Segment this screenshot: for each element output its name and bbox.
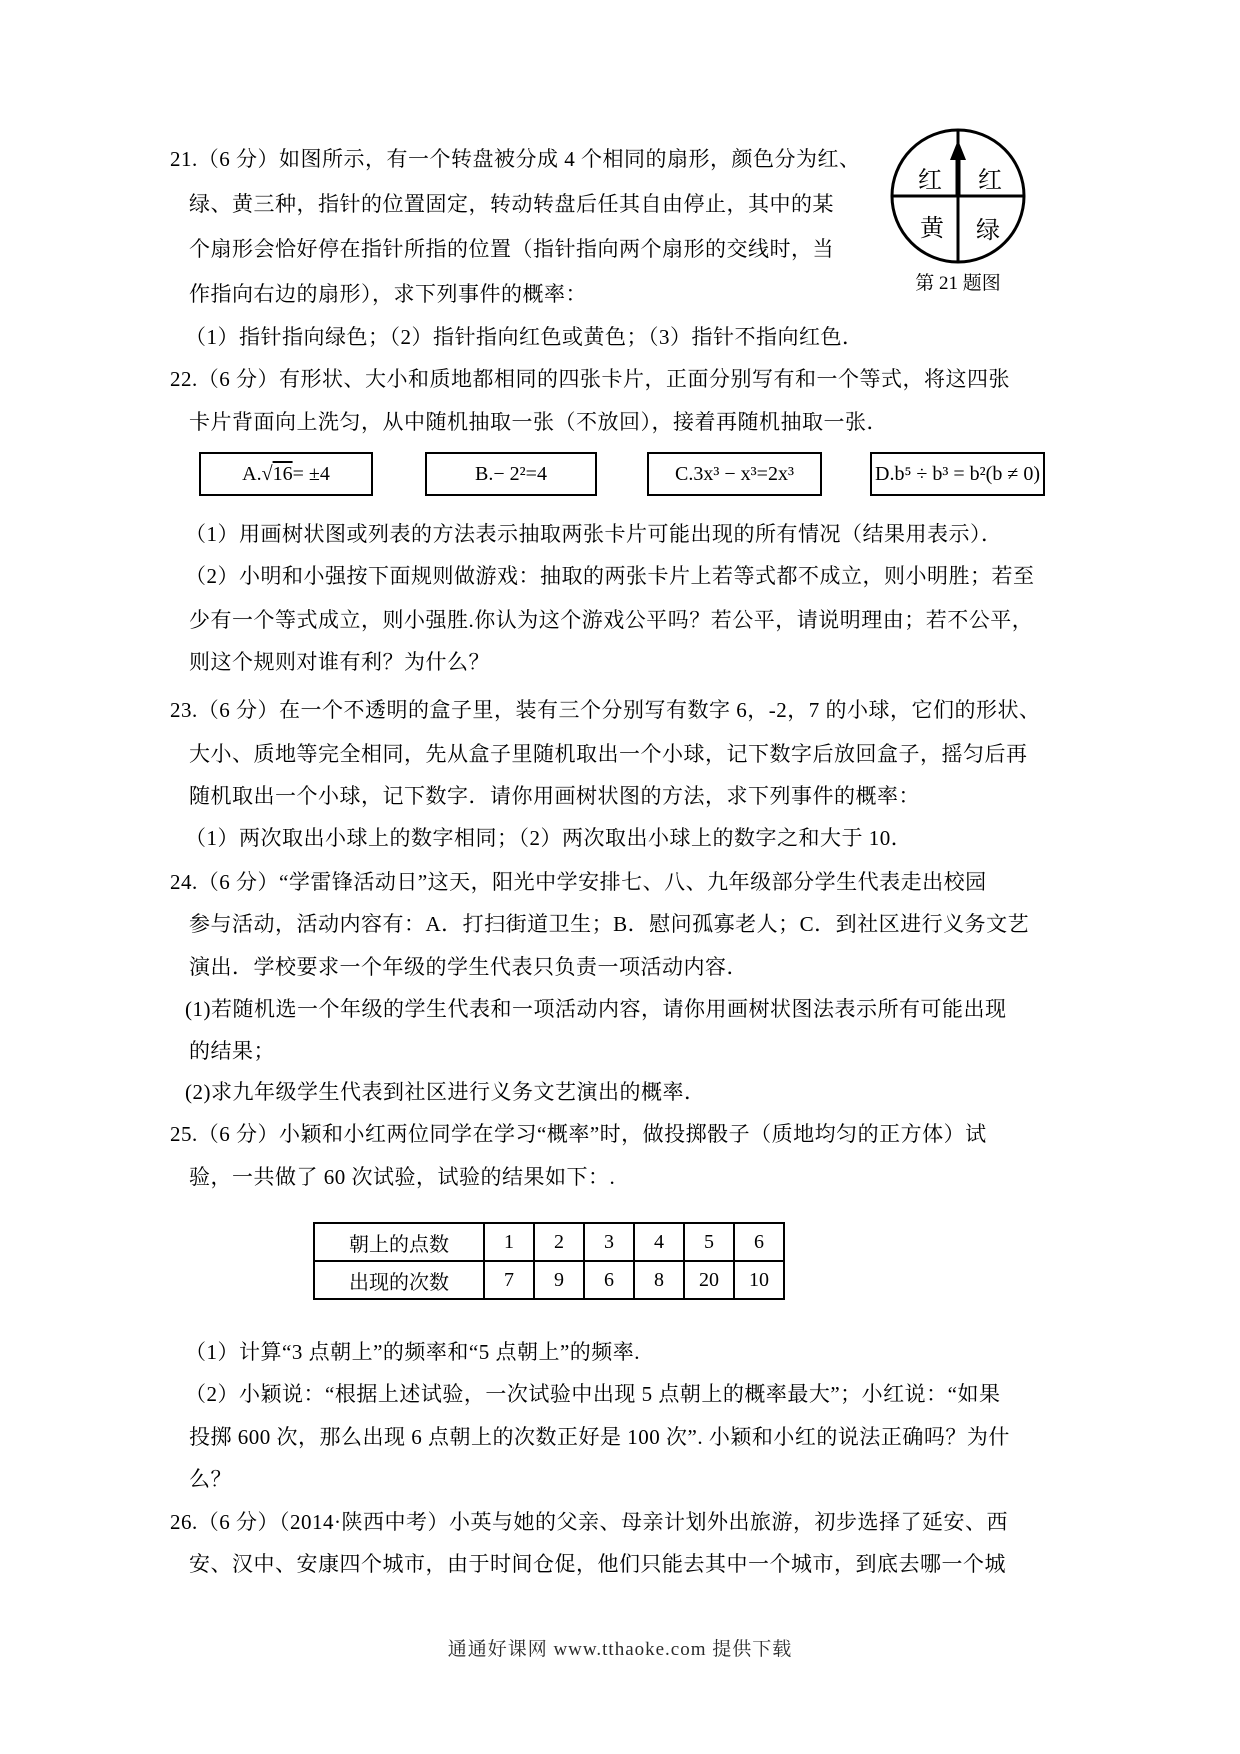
q24-line-1: 24.（6 分）“学雷锋活动日”这天，阳光中学安排七、八、九年级部分学生代表走出校园 [170,870,987,894]
point-value: 6 [734,1223,784,1261]
q22-line-6: 则这个规则对谁有利？为什么？ [189,650,490,674]
count-value: 10 [734,1261,784,1299]
q24-line-5: 的结果； [189,1039,275,1063]
q21-line-5: （1）指针指向绿色；（2）指针指向红色或黄色；（3）指针不指向红色． [185,325,864,349]
point-value: 1 [484,1223,534,1261]
q24-line-2: 参与活动，活动内容有：A．打扫街道卫生；B．慰问孤寡老人；C．到社区进行义务文艺 [189,912,1030,936]
sector-label-yellow: 黄 [920,216,944,242]
point-value: 3 [584,1223,634,1261]
table-row [314,1261,784,1299]
card-a-rest: = ±4 [292,462,330,485]
card-c [647,452,822,496]
q23-line-3: 随机取出一个小球，记下数字．请你用画树状图的方法，求下列事件的概率： [189,784,920,808]
q23-line-2: 大小、质地等完全相同，先从盒子里随机取出一个小球，记下数字后放回盒子，摇匀后再 [189,742,1028,766]
q25-line-3: （1）计算“3 点朝上”的频率和“5 点朝上”的频率. [185,1340,641,1364]
q22-line-2: 卡片背面向上洗匀，从中随机抽取一张（不放回），接着再随机抽取一张． [189,410,888,434]
count-value: 7 [484,1261,534,1299]
card-a-label: A. [242,462,262,485]
sector-label-red-left: 红 [918,168,942,194]
count-value: 20 [684,1261,734,1299]
spinner-figure [878,120,1038,294]
sector-label-red-right: 红 [978,168,1002,194]
card-a-radicand: 16 [272,462,293,485]
card-c-equation: C.3x³ − x³=2x³ [675,462,794,485]
sqrt-symbol: √ [261,462,273,485]
spinner-icon [878,120,1038,270]
q24-line-6: (2)求九年级学生代表到社区进行义务文艺演出的概率． [185,1080,706,1104]
row-header-counts: 出现的次数 [314,1261,484,1299]
dice-results-table [313,1222,785,1300]
q24-line-3: 演出．学校要求一个年级的学生代表只负责一项活动内容． [189,955,748,979]
card-d-equation: D.b⁵ ÷ b³ = b²(b ≠ 0) [875,462,1040,485]
count-value: 8 [634,1261,684,1299]
q25-line-6: 么？ [189,1467,232,1491]
q21-line-1: 21.（6 分）如图所示，有一个转盘被分成 4 个相同的扇形，颜色分为红、 [170,147,861,171]
q21-line-3: 个扇形会恰好停在指针所指的位置（指针指向两个扇形的交线时，当 [189,237,834,261]
point-value: 5 [684,1223,734,1261]
q24-line-4: (1)若随机选一个年级的学生代表和一项活动内容，请你用画树状图法表示所有可能出现 [185,997,1007,1021]
q22-line-4: （2）小明和小强按下面规则做游戏：抽取的两张卡片上若等式都不成立，则小明胜；若至 [185,564,1035,588]
q22-line-5: 少有一个等式成立，则小强胜.你认为这个游戏公平吗？若公平，请说明理由；若不公平， [189,608,1034,632]
table-row [314,1223,784,1261]
card-d [870,452,1045,496]
q21-line-4: 作指向右边的扇形），求下列事件的概率： [189,282,587,306]
pointer-arrow-head [950,140,966,160]
q22-line-3: （1）用画树状图或列表的方法表示抽取两张卡片可能出现的所有情况（结果用表示）． [185,522,1003,546]
q25-line-1: 25.（6 分）小颖和小红两位同学在学习“概率”时，做投掷骰子（质地均匀的正方体）试 [170,1122,987,1146]
card-b-equation: B.− 2²=4 [475,462,547,485]
page-footer: 通通好课网 www.tthaoke.com 提供下载 [447,1639,793,1660]
q25-line-4: （2）小颖说：“根据上述试验，一次试验中出现 5 点朝上的概率最大”；小红说：“如果 [185,1382,1001,1406]
card-a [199,452,373,496]
card-b [425,452,597,496]
q25-line-5: 投掷 600 次，那么出现 6 点朝上的次数正好是 100 次”. 小颖和小红的说法正确吗？为什 [189,1425,1010,1449]
count-value: 9 [534,1261,584,1299]
count-value: 6 [584,1261,634,1299]
q26-line-2: 安、汉中、安康四个城市，由于时间仓促，他们只能去其中一个城市，到底去哪一个城 [189,1552,1006,1576]
q21-line-2: 绿、黄三种，指针的位置固定，转动转盘后任其自由停止，其中的某 [189,192,834,216]
figure-caption: 第 21 题图 [915,273,1001,294]
q22-line-1: 22.（6 分）有形状、大小和质地都相同的四张卡片，正面分别写有和一个等式，将这四张 [170,367,1010,391]
point-value: 4 [634,1223,684,1261]
q23-line-1: 23.（6 分）在一个不透明的盒子里，装有三个分别写有数字 6，-2，7 的小球，它们的形状、 [170,698,1041,722]
point-value: 2 [534,1223,584,1261]
q26-line-1: 26.（6 分）（2014·陕西中考）小英与她的父亲、母亲计划外出旅游，初步选择了延安、西 [170,1510,1008,1534]
q23-line-4: （1）两次取出小球上的数字相同；（2）两次取出小球上的数字之和大于 10． [185,826,913,850]
sector-label-green: 绿 [976,218,1000,244]
row-header-points: 朝上的点数 [314,1223,484,1261]
q25-line-2: 验，一共做了 60 次试验，试验的结果如下：. [189,1165,616,1189]
